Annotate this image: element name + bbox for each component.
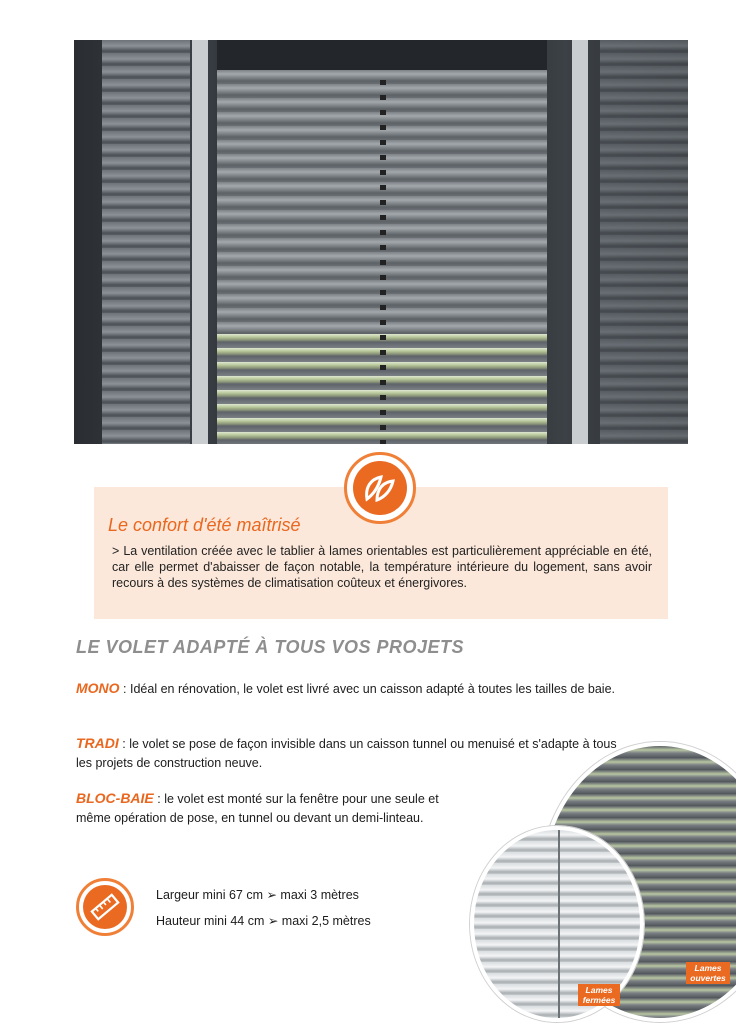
product-desc: le volet est monté sur la fenêtre pour une seule et même opération de pose, en tunnel ou devant un demi-linteau. (76, 792, 439, 825)
product-mono (76, 679, 636, 699)
product-name: MONO (76, 680, 120, 696)
width-range: Largeur mini 67 cm ➢ maxi 3 mètres (156, 888, 359, 902)
rolling-shutter-photo (74, 40, 688, 444)
product-bloc-baie (76, 789, 476, 828)
section-title: LE VOLET ADAPTÉ À TOUS VOS PROJETS (76, 637, 465, 657)
product-desc: le volet se pose de façon invisible dans un caisson tunnel ou menuisé et s'adapte à tous les projets de construction neuve. (76, 737, 617, 770)
leaves-icon (344, 452, 416, 524)
product-sep: : (153, 792, 165, 806)
left-mullion (192, 40, 208, 444)
shutter-box (217, 40, 547, 72)
left-window-leaf (102, 40, 190, 444)
height-range: Hauteur mini 44 cm ➢ maxi 2,5 mètres (156, 914, 371, 928)
product-name: BLOC-BAIE (76, 790, 154, 806)
product-tradi (76, 734, 636, 773)
product-name: TRADI (76, 735, 119, 751)
right-window-leaf (600, 40, 688, 444)
shutter-apron (217, 70, 547, 444)
product-desc: Idéal en rénovation, le volet est livré avec un caisson adapté à toutes les tailles de baie. (129, 682, 616, 696)
bullet-marker: > (112, 544, 120, 558)
comfort-title: Le confort d'été maîtrisé (108, 515, 301, 535)
right-mullion (572, 40, 588, 444)
shutter-seam (558, 830, 560, 1018)
closed-slats-label: Lames fermées (578, 984, 620, 1006)
open-slats-label: Lames ouvertes (686, 962, 730, 984)
comfort-text (112, 543, 652, 591)
comfort-body: La ventilation créée avec le tablier à lames orientables est particulièrement appréciable en été, car elle permet d'abaisser de façon notable, la température intérieure du logement, sans avoir recours à des systèmes de climatisation coûteux et énergivores. (112, 544, 652, 590)
product-sep: : (118, 737, 130, 751)
slat-rivets (380, 80, 386, 444)
ruler-icon (76, 878, 134, 936)
product-sep: : (119, 682, 130, 696)
